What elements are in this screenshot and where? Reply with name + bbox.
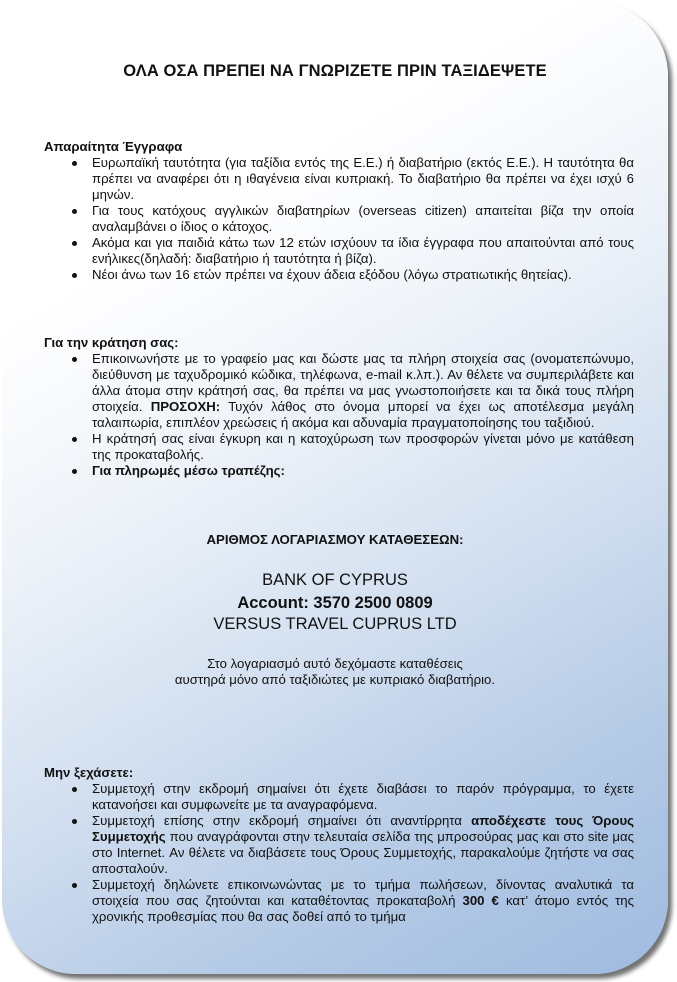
bank-name: BANK OF CYPRUS <box>262 571 408 589</box>
reminder-item-program: Συμμετοχή στην εκδρομή σημαίνει ότι έχετε διαβάσει το παρόν πρόγραμμα, το έχετε κατανοήσει και συμφωνείτε με τα αναγραφόμενα. <box>92 781 634 812</box>
reminder-list <box>44 781 634 925</box>
reminder-terms-rest: που αναγράφονται στην τελευταία σελίδα της μπροσούρας μας και στο site μας στο Internet. Αν θέλετε να διαβάσετε τους Όρους Συμμετοχής, παρακαλούμε ζητήστε να σας αποσταλούν. <box>92 829 634 876</box>
booking-item-bank-payments: Για πληρωμές μέσω τραπέζης: <box>92 463 634 479</box>
account-number: Account: 3570 2500 0809 <box>237 594 433 612</box>
documents-heading: Απαραίτητα Έγγραφα <box>44 139 183 154</box>
documents-list <box>44 155 634 283</box>
booking-warning-text: Τυχόν λάθος στο όνομα μπορεί να έχει ως αποτέλεσμα μεγάλη ταλαιπωρία, επιπλέον χρεώσεις ή ακόμα και αδυναμία πραγματοποίησης του ταξιδιού. <box>92 399 634 430</box>
reminder-terms-bold: αποδέχεστε τους Όρους Συμμετοχής <box>92 813 634 844</box>
reminder-terms-text: Συμμετοχή επίσης στην εκδρομή σημαίνει ότι αναντίρρητα <box>92 813 472 828</box>
page-title: ΟΛΑ ΟΣΑ ΠΡΕΠΕΙ ΝΑ ΓΝΩΡΙΖΕΤΕ ΠΡΙΝ ΤΑΞΙΔΕΨΕΤΕ <box>123 62 547 80</box>
documents-item-id: Ευρωπαϊκή ταυτότητα (για ταξίδια εντός της Ε.Ε.) ή διαβατήριο (εκτός Ε.Ε.). Η ταυτότητα θα πρέπει να αναφέρει ότι η ιθαγένεια είναι κυπριακή. Το διαβατήριο θα πρέπει να έχει ισχύ 6 μηνών. <box>92 155 634 202</box>
documents-item-british-passport: Για τους κατόχους αγγλικών διαβατηρίων (overseas citizen) απαιτείται βίζα την οποία αναλαμβάνει ο ίδιος ο κάτοχος. <box>92 203 634 234</box>
booking-list <box>44 351 634 479</box>
account-heading: ΑΡΙΘΜΟΣ ΛΟΓΑΡΙΑΣΜΟΥ ΚΑΤΑΘΕΣΕΩΝ: <box>206 532 464 547</box>
account-note-line-1: Στο λογαριασμό αυτό δεχόμαστε καταθέσεις <box>207 656 463 671</box>
booking-heading: Για την κράτηση σας: <box>44 335 179 350</box>
booking-warning-label: ΠΡΟΣΟΧΗ: <box>150 399 221 414</box>
reminder-deposit-amount: 300 € <box>462 893 499 908</box>
reminder-item-deposit <box>92 877 634 925</box>
reminder-deposit-text: Συμμετοχή δηλώνετε επικοινωνώντας με το τμήμα πωλήσεων, δίνοντας αναλυτικά τα στοιχεία που σας ζητούνται και καταθέτοντας προκαταβολή <box>92 877 634 908</box>
reminder-item-terms <box>92 813 634 877</box>
company-name: VERSUS TRAVEL CUPRUS LTD <box>213 615 457 633</box>
booking-item-contact-text: Επικοινωνήστε με το γραφείο μας και δώστε μας τα πλήρη στοιχεία σας (ονοματεπώνυμο, διεύθυνση με ταχυδρομικό κώδικα, τηλέφωνα, e-mail κ.λπ.). Αν θέλετε να συμπεριλάβετε και άλλα άτομα στην κράτησή σας, θα πρέπει να μας γνωστοποιήσετε και τα δικά τους πλήρη στοιχεία. <box>92 351 634 414</box>
reminder-heading: Μην ξεχάσετε: <box>44 765 134 780</box>
booking-item-validity: Η κράτησή σας είναι έγκυρη και η κατοχύρωση των προσφορών γίνεται μόνο με κατάθεση της προκαταβολής. <box>92 431 634 462</box>
booking-item-contact <box>92 351 634 431</box>
info-card <box>2 2 668 974</box>
booking-section <box>44 335 634 479</box>
account-note-line-2: αυστηρά μόνο από ταξιδιώτες με κυπριακό διαβατήριο. <box>174 672 496 687</box>
reminder-section <box>44 765 634 925</box>
reminder-deposit-rest: κατ’ άτομο εντός της χρονικής προθεσμίας που θα σας δοθεί από το τμήμα <box>92 893 634 924</box>
documents-section <box>44 139 634 283</box>
documents-item-exit-permit: Νέοι άνω των 16 ετών πρέπει να έχουν άδεια εξόδου (λόγω στρατιωτικής θητείας). <box>92 267 634 283</box>
documents-item-children: Ακόμα και για παιδιά κάτω των 12 ετών ισχύουν τα ίδια έγγραφα που απαιτούνται από τους ενήλικες(δηλαδή: διαβατήριο ή ταυτότητα ή βίζα). <box>92 235 634 266</box>
